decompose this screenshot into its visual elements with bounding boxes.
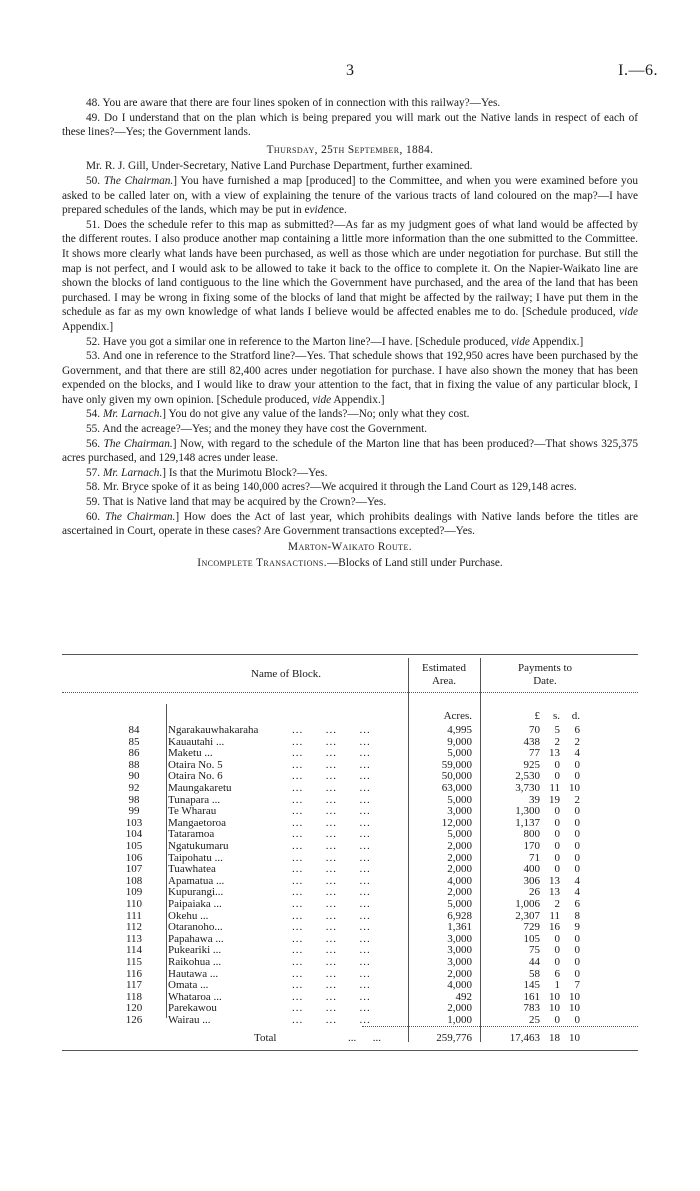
- payment-pence: 6: [574, 724, 580, 736]
- payment-shillings: 10: [549, 990, 560, 1003]
- block-number: 85: [128, 735, 140, 748]
- dot-leader: ... ... ...: [292, 828, 371, 841]
- block-area: 5,000: [447, 828, 472, 841]
- block-area: 2,000: [447, 851, 472, 864]
- question-53: 53. And one in reference to the Stratford line?—Yes. That schedule shows that 192,950 acres have been purchased by the Government, and that there are still 82,400 acres under negotiation for purchase. I have also shown the money that has been expended on the blocks, and I would like to draw your attention to the fact, that in fixing the value of any particular block, I have only given my own opinion. [Schedule produced, vide Appendix.]: [62, 350, 638, 406]
- payment-pounds: 400: [523, 863, 540, 876]
- block-number: 107: [125, 863, 143, 876]
- block-name-text: Omata ...: [168, 979, 209, 992]
- block-number: 117: [125, 979, 143, 992]
- payment-shillings: 0: [554, 851, 560, 864]
- block-area: 1,361: [447, 921, 472, 934]
- payment-pounds: 25: [529, 1014, 540, 1026]
- block-name-text: Hautawa ...: [168, 967, 219, 980]
- block-area: 492: [455, 990, 472, 1003]
- block-number: 118: [125, 990, 143, 1003]
- payment-shillings: 0: [554, 1014, 560, 1026]
- payment-pence: 10: [569, 1002, 580, 1015]
- payment-pounds: 26: [529, 886, 540, 899]
- block-number: 114: [125, 944, 143, 957]
- block-name-text: Otaira No. 5: [168, 758, 223, 771]
- payment-pounds: 438: [523, 735, 540, 748]
- dot-leader: ... ... ...: [292, 816, 371, 829]
- block-number: 109: [125, 886, 143, 899]
- block-name-text: Ngatukumaru: [168, 840, 229, 852]
- dot-leader: ... ... ...: [292, 863, 371, 876]
- payment-pence: 4: [574, 886, 580, 899]
- dot-leader: ... ... ...: [292, 724, 371, 736]
- block-area: 4,995: [447, 724, 472, 736]
- unit-pence: d.: [571, 710, 580, 722]
- total-pence: 10: [569, 1032, 580, 1044]
- payment-pounds: 729: [523, 921, 540, 934]
- block-name-text: Okehu ...: [168, 909, 209, 922]
- table-bottom-rule: [62, 1050, 638, 1051]
- question-49: 49. Do I understand that on the plan which is being prepared you will mark out the Native lands in respect of each of these lines?—Yes; the Government lands.: [62, 111, 638, 139]
- dot-leader: ... ... ...: [292, 944, 371, 957]
- payment-shillings: 0: [554, 863, 560, 876]
- route-heading: Marton-Waikato Route.: [288, 540, 412, 553]
- block-area: 3,000: [447, 944, 472, 957]
- block-name-text: Tuawhatea: [168, 863, 216, 876]
- dot-leader: ... ... ...: [292, 851, 371, 864]
- dot-leader: ... ... ...: [292, 909, 371, 922]
- block-name-text: Te Wharau: [168, 805, 217, 818]
- col-header-name: Name of Block.: [251, 668, 321, 680]
- payment-pence: 0: [574, 758, 580, 771]
- block-number: 106: [125, 851, 143, 864]
- block-name-text: Kauautahi ...: [168, 735, 225, 748]
- question-52: 52. Have you got a similar one in reference to the Marton line?—I have. [Schedule produced, vide Appendix.]: [86, 335, 584, 348]
- question-54: 54. Mr. Larnach.] You do not give any value of the lands?—No; only what they cost.: [86, 408, 470, 421]
- payment-shillings: 13: [549, 874, 560, 887]
- total-label: Total: [254, 1032, 277, 1044]
- block-area: 59,000: [441, 758, 472, 771]
- page-number: 3: [346, 62, 354, 79]
- block-number: 86: [128, 747, 140, 760]
- payment-pence: 7: [574, 979, 580, 992]
- payment-pounds: 1,300: [515, 805, 540, 818]
- dot-leader: ... ... ...: [292, 886, 371, 899]
- payment-pence: 0: [574, 944, 580, 957]
- block-number: 92: [128, 782, 140, 794]
- dot-leader: ... ... ...: [292, 932, 371, 945]
- question-59: 59. That is Native land that may be acquired by the Crown?—Yes.: [86, 496, 387, 509]
- block-number: 120: [125, 1002, 143, 1015]
- payment-pounds: 1,137: [515, 816, 540, 829]
- question-57: 57. Mr. Larnach.] Is that the Murimotu Block?—Yes.: [86, 466, 328, 479]
- block-name-text: Wairau ...: [168, 1014, 211, 1026]
- block-number: 113: [125, 932, 143, 945]
- dot-leader: ... ... ...: [292, 979, 371, 992]
- block-number: 88: [128, 758, 140, 771]
- block-area: 12,000: [441, 816, 472, 829]
- question-48: 48. You are aware that there are four lines spoken of in connection with this railway?—Yes.: [86, 97, 501, 109]
- payment-shillings: 11: [549, 782, 560, 794]
- question-58: 58. Mr. Bryce spoke of it as being 140,000 acres?—We acquired it through the Land Court as 129,148 acres.: [86, 481, 577, 494]
- col-header-pay-1: Payments to: [517, 662, 573, 674]
- table-caption-rest: —Blocks of Land still under Purchase.: [327, 557, 503, 570]
- payment-shillings: 6: [554, 967, 560, 980]
- payment-pounds: 1,006: [515, 898, 540, 910]
- block-number: 104: [125, 828, 143, 841]
- dot-leader: ... ... ...: [292, 921, 371, 934]
- payment-shillings: 19: [549, 793, 560, 806]
- block-name-text: Raikohua ...: [168, 956, 222, 968]
- payment-shillings: 0: [554, 944, 560, 957]
- block-area: 4,000: [447, 979, 472, 992]
- payment-pence: 0: [574, 770, 580, 783]
- block-number: 111: [126, 909, 142, 922]
- question-50: 50. The Chairman.] You have furnished a map [produced] to the Committee, and when you were examined before you asked to be called later on, with a view of explaining the tenure of the various tracts of land coloured on the map?—I have prepared schedules of the lands, which may be put in evidence.: [62, 174, 639, 217]
- block-number: 90: [128, 770, 140, 783]
- unit-shillings: s.: [552, 710, 560, 722]
- payment-pence: 6: [574, 898, 580, 910]
- block-name-text: Pukeariki ...: [168, 944, 222, 957]
- witness-line: Mr. R. J. Gill, Under-Secretary, Native Land Purchase Department, further examined.: [86, 160, 473, 173]
- block-name-text: Tataramoa: [168, 828, 215, 841]
- payment-pence: 0: [574, 840, 580, 852]
- payment-shillings: 2: [554, 898, 560, 910]
- total-payments: [482, 1032, 594, 1045]
- block-area: 50,000: [441, 770, 472, 783]
- dot-leader: ... ... ...: [292, 967, 371, 980]
- block-number: 108: [125, 874, 143, 887]
- block-area: 2,000: [447, 863, 472, 876]
- payment-pounds: 2,307: [515, 909, 540, 922]
- unit-pounds: £: [534, 710, 540, 722]
- block-name-text: Papahawa ...: [168, 932, 224, 945]
- total-leader: ... ...: [348, 1032, 381, 1044]
- question-60: 60. The Chairman.] How does the Act of last year, which prohibits dealings with Native lands before the titles are ascertained in Court, operate in these cases? Are Government transactions excepted?—Yes.: [62, 510, 639, 538]
- payment-shillings: 0: [554, 770, 560, 783]
- payment-shillings: 0: [554, 816, 560, 829]
- payment-shillings: 0: [554, 956, 560, 968]
- block-number: 98: [128, 793, 140, 806]
- block-name-text: Maketu ...: [168, 747, 213, 760]
- block-number: 103: [125, 816, 143, 829]
- block-name-text: Otaira No. 6: [168, 770, 223, 783]
- block-area: 1,000: [447, 1014, 472, 1026]
- header-rule: [62, 692, 638, 693]
- payment-pounds: 77: [529, 747, 540, 760]
- table-caption-caps: Incomplete Transactions.: [197, 557, 327, 570]
- dot-leader: ... ... ...: [292, 898, 371, 910]
- name-column-rule: [166, 704, 167, 1018]
- block-number: 110: [125, 898, 143, 910]
- payment-pounds: 39: [529, 793, 540, 806]
- block-area: 3,000: [447, 805, 472, 818]
- block-name-text: Parekawou: [168, 1002, 217, 1015]
- block-area: 3,000: [447, 932, 472, 945]
- dot-leader: ... ... ...: [292, 758, 371, 771]
- payment-pence: 8: [574, 909, 580, 922]
- total-shillings: 18: [549, 1032, 560, 1044]
- payment-pounds: 783: [523, 1002, 540, 1015]
- payment-shillings: 0: [554, 805, 560, 818]
- payment-pence: 0: [574, 805, 580, 818]
- payment-pounds: 145: [523, 979, 540, 992]
- dot-leader: ... ... ...: [292, 990, 371, 1003]
- block-area: 5,000: [447, 898, 472, 910]
- block-name-text: Paipaiaka ...: [168, 898, 222, 910]
- payment-shillings: 5: [554, 724, 560, 736]
- minutes-body: [62, 96, 638, 573]
- block-number: 116: [125, 967, 143, 980]
- dot-leader: ... ... ...: [292, 1002, 371, 1015]
- payment-pounds: 800: [523, 828, 540, 841]
- payment-pence: 0: [574, 932, 580, 945]
- block-number: 115: [125, 956, 143, 968]
- payment-pence: 10: [569, 782, 580, 794]
- dot-leader: ... ... ...: [292, 770, 371, 783]
- payment-pounds: 161: [523, 990, 540, 1003]
- block-area: 2,000: [447, 1002, 472, 1015]
- payment-shillings: 2: [554, 735, 560, 748]
- payment-pence: 2: [574, 735, 580, 748]
- total-pounds: 17,463: [509, 1032, 540, 1044]
- payment-pence: 2: [574, 793, 580, 806]
- payment-pounds: 2,530: [515, 770, 540, 783]
- payment-shillings: 0: [554, 932, 560, 945]
- payment-pence: 0: [574, 956, 580, 968]
- payment-pounds: 44: [529, 956, 540, 968]
- block-area: 2,000: [447, 967, 472, 980]
- payment-pounds: 925: [523, 758, 540, 771]
- payment-pence: 0: [574, 967, 580, 980]
- block-area: 5,000: [447, 793, 472, 806]
- unit-acres: Acres.: [443, 710, 472, 722]
- col-header-area-1: Estimated: [422, 662, 466, 674]
- dot-leader: ... ... ...: [292, 1014, 371, 1026]
- block-name-text: Taipohatu ...: [168, 851, 223, 864]
- payment-pence: 0: [574, 828, 580, 841]
- block-number: 126: [125, 1014, 143, 1026]
- payment-pence: 0: [574, 851, 580, 864]
- payment-pence: 9: [574, 921, 580, 934]
- block-name-text: Otaranoho...: [168, 921, 223, 934]
- payment-pence: 4: [574, 874, 580, 887]
- payment-column-rule: [480, 658, 481, 1042]
- dot-leader: ... ... ...: [292, 782, 371, 794]
- block-area: 3,000: [447, 956, 472, 968]
- payment-shillings: 1: [554, 979, 560, 992]
- payment-shillings: 10: [549, 1002, 560, 1015]
- block-number: 112: [125, 921, 143, 934]
- block-area: 63,000: [441, 782, 472, 794]
- block-name-text: Ngarakauwhakaraha: [168, 724, 259, 736]
- payment-shillings: 0: [554, 828, 560, 841]
- payment-pence: 0: [574, 1014, 580, 1026]
- block-area: 5,000: [447, 747, 472, 760]
- payment-pence: 4: [574, 747, 580, 760]
- payment-pounds: 170: [523, 840, 540, 852]
- block-name-text: Tunapara ...: [168, 793, 221, 806]
- payment-shillings: 11: [549, 909, 560, 922]
- payment-pounds: 71: [529, 851, 540, 864]
- block-area: 4,000: [447, 874, 472, 887]
- block-name-text: Apamatua ...: [168, 874, 225, 887]
- table-caption: [62, 556, 638, 571]
- payment-shillings: 16: [549, 921, 560, 934]
- payment-pence: 0: [574, 816, 580, 829]
- block-number: 99: [128, 805, 140, 818]
- dot-leader: ... ... ...: [292, 874, 371, 887]
- dot-leader: ... ... ...: [292, 956, 371, 968]
- total-rule: [362, 1026, 638, 1027]
- dot-leader: ... ... ...: [292, 840, 371, 852]
- payment-shillings: 0: [554, 758, 560, 771]
- payment-pounds: 3,730: [515, 782, 540, 794]
- date-heading: Thursday, 25th September, 1884.: [266, 143, 434, 156]
- question-55: 55. And the acreage?—Yes; and the money they have cost the Government.: [86, 423, 428, 436]
- page-reference: I.—6.: [618, 62, 658, 79]
- dot-leader: ... ... ...: [292, 805, 371, 818]
- payment-pence: 10: [569, 990, 580, 1003]
- block-name-text: Mangaetoroa: [168, 816, 227, 829]
- block-area: 2,000: [447, 840, 472, 852]
- block-area: 9,000: [447, 735, 472, 748]
- payment-pounds: 105: [523, 932, 540, 945]
- payment-shillings: 13: [549, 886, 560, 899]
- dot-leader: ... ... ...: [292, 793, 371, 806]
- block-number: 105: [125, 840, 143, 852]
- col-header-area-2: Area.: [431, 675, 457, 687]
- payment-pence: 0: [574, 863, 580, 876]
- block-name-text: Whataroa ...: [168, 990, 222, 1003]
- dot-leader: ... ... ...: [292, 735, 371, 748]
- payment-shillings: 13: [549, 747, 560, 760]
- col-header-pay-2: Date.: [533, 675, 557, 687]
- block-area: 6,928: [447, 909, 472, 922]
- dot-leader: ... ... ...: [292, 747, 371, 760]
- unit-money: [482, 710, 594, 723]
- total-area: 259,776: [436, 1032, 472, 1044]
- payment-pounds: 58: [529, 967, 540, 980]
- payment-shillings: 0: [554, 840, 560, 852]
- block-area: 2,000: [447, 886, 472, 899]
- payment-pounds: 70: [529, 724, 540, 736]
- block-name-text: Maungakaretu: [168, 782, 232, 794]
- block-number: 84: [128, 724, 140, 736]
- question-51: 51. Does the schedule refer to this map as submitted?—As far as my judgment goes of what land would be affected by the different routes. I also produce another map containing a little more information than the one submitted to the Committee. It shows more clearly what lands have been purchased, as well as those which are under negotiation for purchase. But still the map is not perfect, and I would ask to be allowed to take it back to the office to complete it. On the Napier-Waikato line are shown the blocks of land contiguous to the line which the Government have purchased, and the area of the land that has been purchased. I may be wrong in fixing some of the blocks of land that might be affected by the railway; I have put them in the schedule as far as my own knowledge of what lands I believe would be affected enables me to do. [Schedule produced, vide Appendix.]: [62, 218, 638, 333]
- table-top-rule: [62, 654, 638, 655]
- question-56: 56. The Chairman.] Now, with regard to the schedule of the Marton line that has been produced?—That shows 325,375 acres purchased, and 129,148 acres under lease.: [62, 437, 638, 465]
- block-name-text: Kupurangi...: [168, 886, 224, 899]
- payment-pounds: 306: [523, 874, 540, 887]
- payment-pounds: 75: [529, 944, 540, 957]
